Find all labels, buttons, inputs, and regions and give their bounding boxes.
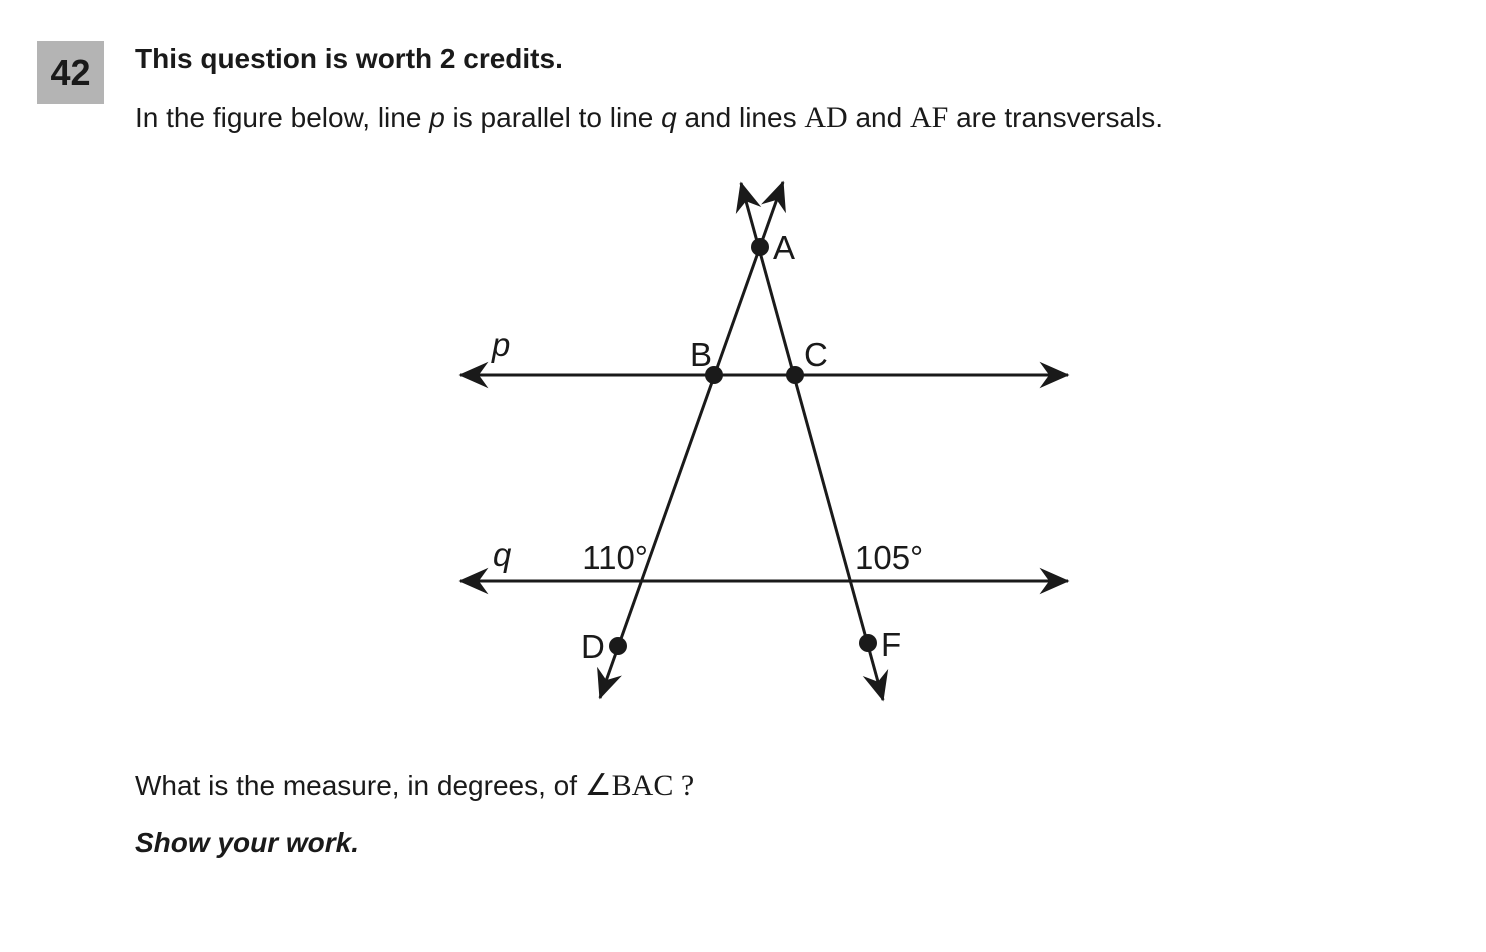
- line-q-name: q: [661, 102, 677, 133]
- line-p-label: p: [492, 326, 511, 363]
- prompt-run-1: What is the measure, in degrees, of: [135, 770, 585, 801]
- intro-run-3: and lines: [676, 102, 805, 133]
- angle-110-label: 110°: [582, 539, 648, 576]
- show-work-instruction: Show your work.: [135, 827, 360, 858]
- point-b-label: B: [690, 336, 713, 373]
- point-a-dot: [751, 238, 769, 256]
- intro-sentence: [135, 100, 1163, 136]
- point-f-dot: [859, 634, 877, 652]
- question-prompt: [135, 768, 694, 804]
- angle-105-label: 105°: [855, 539, 924, 576]
- intro-run-4: and: [847, 102, 910, 133]
- question-number-badge: [37, 41, 104, 104]
- intro-run-1: In the figure below, line: [135, 102, 430, 133]
- intro-run-2: is parallel to line: [444, 102, 662, 133]
- point-d-label: D: [581, 628, 605, 665]
- point-c-label: C: [804, 336, 828, 373]
- credit-statement: This question is worth 2 credits.: [135, 43, 563, 74]
- line-p-name: p: [429, 102, 445, 133]
- line-ad-name: AD: [804, 101, 848, 134]
- point-f-label: F: [881, 626, 902, 663]
- transversal-ad: [600, 182, 783, 698]
- point-c-dot: [786, 366, 804, 384]
- geometry-figure: [440, 165, 1090, 715]
- line-af-name: AF: [909, 101, 949, 134]
- line-q-label: q: [493, 536, 512, 573]
- intro-run-5: are transversals.: [948, 102, 1164, 133]
- transversal-af: [741, 183, 883, 700]
- point-a-label: A: [773, 229, 796, 266]
- point-d-dot: [609, 637, 627, 655]
- question-number: 42: [50, 51, 91, 93]
- angle-bac-symbol: ∠BAC: [584, 769, 674, 802]
- prompt-run-2: ?: [673, 769, 695, 802]
